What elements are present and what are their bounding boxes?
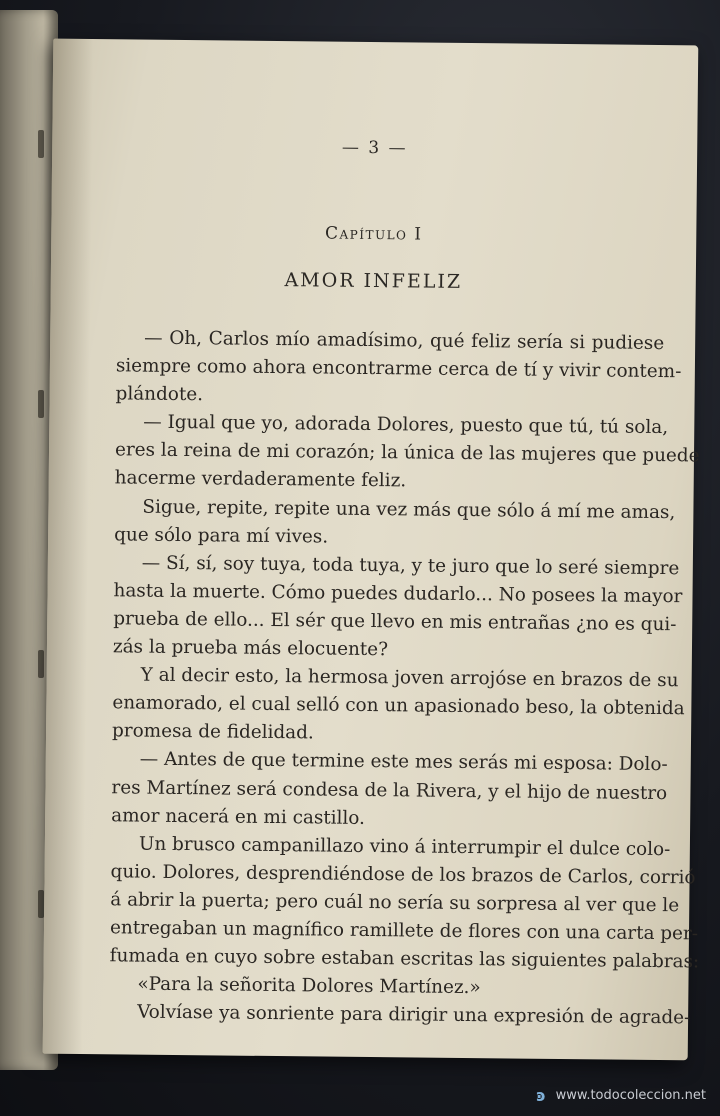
text-line: res Martínez será condesa de la Rivera, y el hijo de nuestro — [111, 776, 668, 804]
chapter-heading: Capítulo I — [324, 223, 423, 245]
text-line: siempre como ahora encontrarme cerca de tí y vivir contem- — [115, 355, 682, 383]
text-line: eres la reina de mi corazón; la única de las mujeres que puede — [114, 439, 700, 467]
watermark — [532, 1086, 706, 1104]
text-line: Volvíase ya sonriente para dirigir una expresión de agrade- — [137, 1001, 691, 1029]
text-line: quio. Dolores, desprendiéndose de los brazos de Carlos, corrió — [110, 861, 696, 889]
watermark-text: www.todocoleccion.net — [555, 1087, 706, 1103]
text-line: — Igual que yo, adorada Dolores, puesto que tú, tú sola, — [143, 411, 669, 439]
text-line: á abrir la puerta; pero cuál no sería su sorpresa al ver que le — [110, 889, 680, 917]
binding-stitch — [38, 130, 44, 158]
binding-stitch — [38, 390, 44, 418]
text-line: zás la prueba más elocuente? — [112, 636, 389, 661]
text-line: «Para la señorita Dolores Martínez.» — [137, 973, 481, 999]
text-line: enamorado, el cual selló con un apasionado beso, la obtenida — [112, 692, 685, 720]
text-line: entregaban un magnífico ramillete de flores con una carta per- — [109, 917, 699, 945]
text-line: plándote. — [115, 383, 204, 406]
book-page — [43, 39, 699, 1061]
todocoleccion-logo-icon: ꜿ — [536, 1085, 546, 1105]
paragraph — [109, 999, 691, 1033]
binding-stitch — [38, 890, 44, 918]
text-line: que sólo para mí vives. — [114, 523, 329, 548]
text-line: Un brusco campanillazo vino á interrumpir el dulce colo- — [138, 833, 671, 860]
paragraph — [114, 409, 700, 499]
text-line: amor nacerá en mi castillo. — [111, 804, 366, 829]
paragraph — [115, 324, 682, 414]
text-line: — Oh, Carlos mío amadísimo, qué feliz sería si pudiese — [144, 327, 665, 355]
body-text — [109, 324, 700, 1032]
text-line: prueba de ello... El sér que llevo en mis entrañas ¿no es qui- — [113, 608, 677, 636]
chapter-title: AMOR INFELIZ — [284, 269, 463, 293]
paragraph — [111, 661, 685, 751]
text-line: promesa de fidelidad. — [111, 720, 314, 744]
text-line: fumada en cuyo sobre estaban escritas las siguientes palabras: — [109, 945, 700, 973]
text-line: — Sí, sí, soy tuya, toda tuya, y te juro que lo seré siempre — [141, 552, 680, 579]
text-line: Sigue, repite, repite una vez más que sólo á mí me amas, — [142, 496, 676, 523]
binding-stitch — [38, 650, 44, 678]
text-line: Y al decir esto, la hermosa joven arrojóse en brazos de su — [140, 664, 679, 692]
paragraph — [109, 830, 700, 976]
text-line: hasta la muerte. Cómo puedes dudarlo... No posees la mayor — [113, 580, 683, 608]
text-line: — Antes de que termine este mes serás mi esposa: Dolo- — [139, 749, 668, 776]
text-line: hacerme verdaderamente feliz. — [114, 467, 407, 492]
page-number: — 3 — — [341, 137, 408, 159]
paragraph — [112, 549, 683, 667]
paragraph — [111, 746, 668, 836]
paragraph — [114, 493, 676, 555]
